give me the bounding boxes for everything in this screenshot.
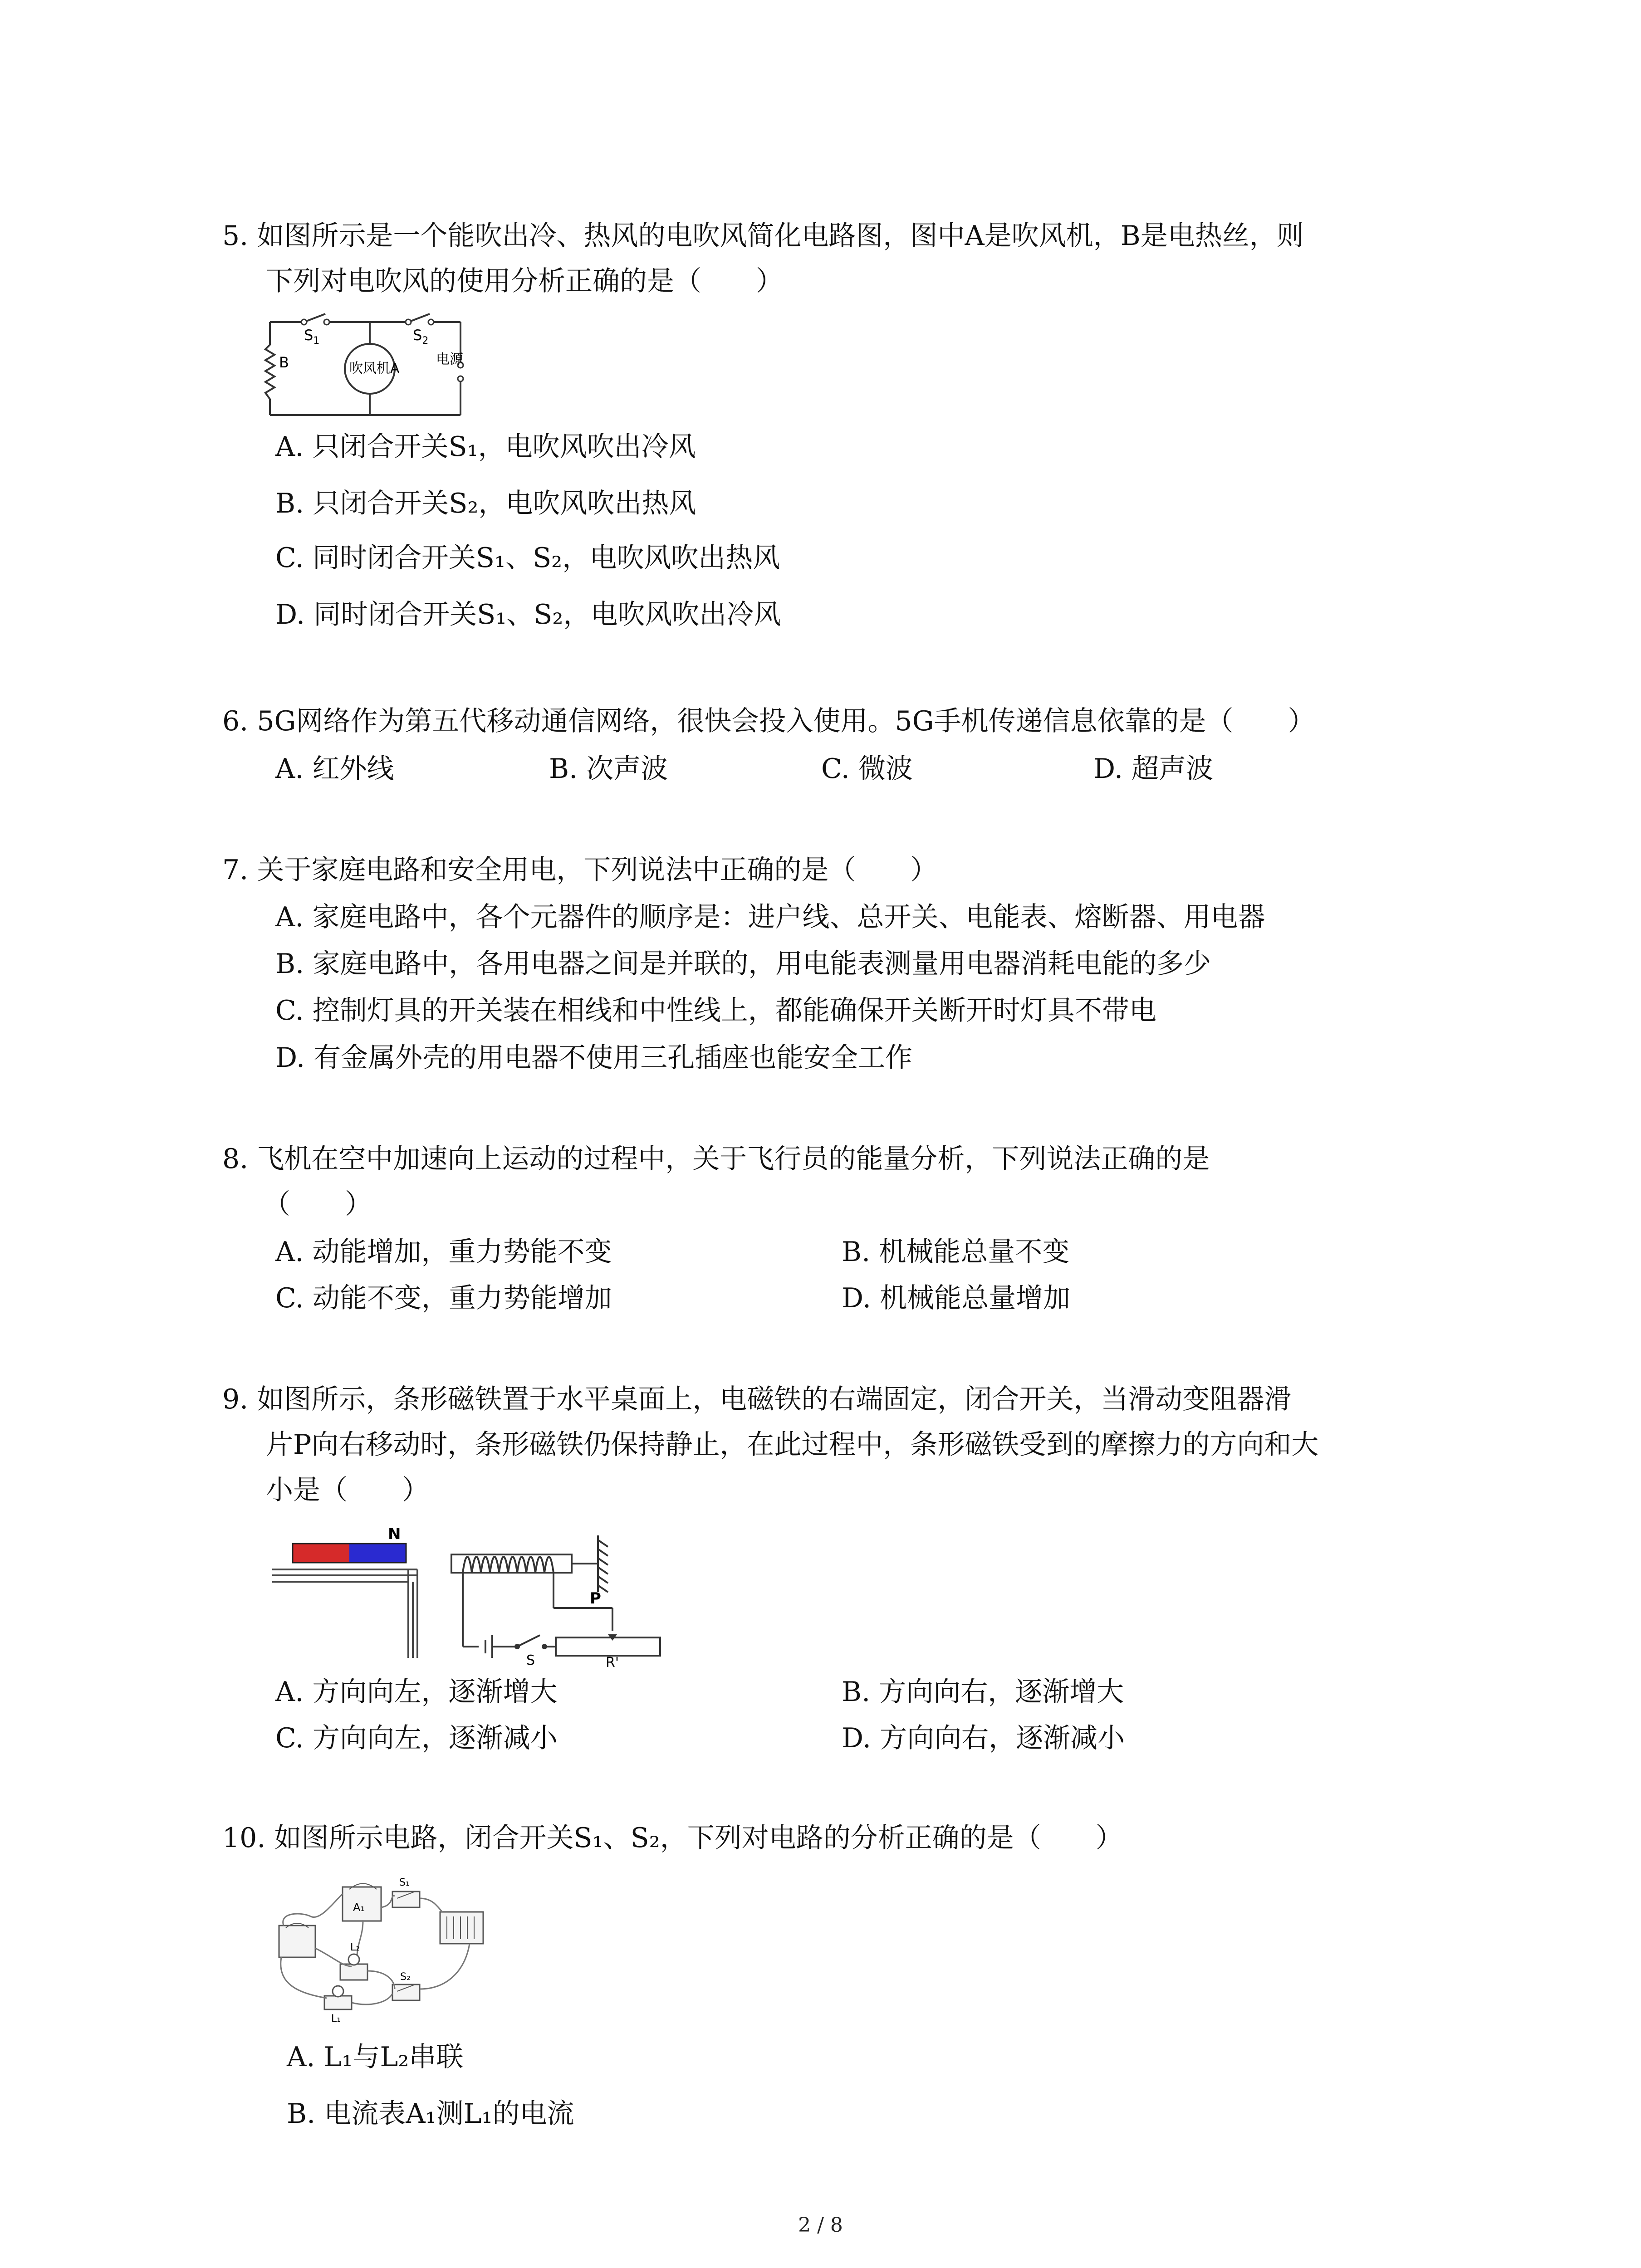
b-label: B [279, 354, 289, 371]
q7-option-c[interactable]: C. 控制灯具的开关装在相线和中性线上，都能确保开关断开时灯具不带电 [275, 995, 1156, 1026]
question-7 [222, 847, 1447, 893]
a1-label: A₁ [353, 1901, 365, 1914]
q5-option-d[interactable]: D. 同时闭合开关S₁、S₂，电吹风吹出冷风 [275, 599, 781, 631]
question-10-stem: 10. 如图所示电路，闭合开关S₁、S₂，下列对电路的分析正确的是（ ） [222, 1822, 1123, 1854]
l1-label: L₁ [331, 2013, 341, 2024]
lamp-l1-base [324, 1996, 352, 2009]
q5-circuit-figure [265, 313, 483, 424]
question-5-stem-line-1: 5. 如图所示是一个能吹出冷、热风的电吹风简化电路图，图中A是吹风机，B是电热丝，则 [222, 220, 1304, 252]
question-9 [222, 1377, 1447, 1513]
q8-option-a[interactable]: A. 动能增加，重力势能不变 [275, 1236, 612, 1268]
s2-label: S₂ [400, 1971, 411, 1983]
page-number: 2 / 8 [798, 2214, 843, 2237]
q8-option-c[interactable]: C. 动能不变，重力势能增加 [275, 1282, 612, 1314]
q7-option-a[interactable]: A. 家庭电路中，各个元器件的顺序是：进户线、总开关、电能表、熔断器、用电器 [275, 901, 1265, 933]
q8-option-b[interactable]: B. 机械能总量不变 [842, 1236, 1070, 1268]
q9-electromagnet-figure [272, 1522, 662, 1671]
q9-option-d[interactable]: D. 方向向右，逐渐减小 [842, 1722, 1125, 1754]
question-5-stem-line-2: 下列对电吹风的使用分析正确的是（ ） [266, 265, 783, 297]
ammeter-left [279, 1926, 315, 1957]
q9-option-c[interactable]: C. 方向向左，逐渐减小 [275, 1722, 558, 1754]
q6-option-b[interactable]: B. 次声波 [549, 753, 668, 785]
q5-option-b[interactable]: B. 只闭合开关S₂，电吹风吹出热风 [275, 488, 696, 519]
question-6 [222, 699, 1447, 744]
question-9-stem-line-1: 9. 如图所示，条形磁铁置于水平桌面上，电磁铁的右端固定，闭合开关，当滑动变阻器滑 [222, 1383, 1292, 1415]
q7-option-d[interactable]: D. 有金属外壳的用电器不使用三孔插座也能安全工作 [275, 1042, 913, 1074]
l2-label: L₂ [350, 1942, 360, 1953]
switch-s2-base [392, 1984, 420, 2000]
q6-option-a[interactable]: A. 红外线 [275, 753, 394, 785]
question-9-stem-line-3: 小是（ ） [266, 1474, 429, 1506]
magnet-n-label: N [388, 1525, 401, 1543]
slider-p-label: P [590, 1589, 601, 1608]
question-8-stem-line-1: 8. 飞机在空中加速向上运动的过程中，关于飞行员的能量分析，下列说法正确的是 [222, 1143, 1210, 1175]
s1-label: S₁ [399, 1877, 410, 1888]
switch-s1-base [392, 1892, 420, 1907]
q9-option-a[interactable]: A. 方向向左，逐渐增大 [275, 1676, 558, 1708]
power-label: 电源 [436, 352, 463, 367]
motor-label: 吹风机A [349, 361, 400, 376]
question-6-stem: 6. 5G网络作为第五代移动通信网络，很快会投入使用。5G手机传递信息依靠的是（ ） [222, 705, 1315, 737]
q10-option-b[interactable]: B. 电流表A₁测L₁的电流 [287, 2098, 574, 2130]
magnet-south-half [293, 1544, 349, 1563]
s1-label: $S_1$ [304, 327, 320, 347]
switch-s-label: S [526, 1652, 535, 1668]
question-9-stem-line-2: 片P向右移动时，条形磁铁仍保持静止，在此过程中，条形磁铁受到的摩擦力的方向和大 [266, 1429, 1319, 1461]
q7-option-b[interactable]: B. 家庭电路中，各用电器之间是并联的，用电能表测量用电器消耗电能的多少 [275, 948, 1211, 980]
q10-circuit-photo-figure [272, 1867, 499, 2030]
magnet-north-half [349, 1544, 406, 1563]
rheostat-label: R' [606, 1655, 619, 1671]
lamp-l2-base [340, 1964, 367, 1980]
q6-option-d[interactable]: D. 超声波 [1093, 753, 1214, 785]
q10-option-a[interactable]: A. L₁与L₂串联 [287, 2041, 464, 2073]
q8-option-d[interactable]: D. 机械能总量增加 [842, 1282, 1071, 1314]
q6-option-c[interactable]: C. 微波 [821, 753, 913, 785]
question-7-stem: 7. 关于家庭电路和安全用电，下列说法中正确的是（ ） [222, 854, 938, 886]
question-10 [222, 1815, 1447, 1861]
question-8 [222, 1136, 1447, 1227]
question-8-stem-line-2: （ ） [263, 1188, 372, 1220]
s2-label: $S_2$ [413, 327, 429, 347]
q5-option-c[interactable]: C. 同时闭合开关S₁、S₂，电吹风吹出热风 [275, 542, 780, 574]
question-5 [222, 213, 1447, 304]
q5-option-a[interactable]: A. 只闭合开关S₁，电吹风吹出冷风 [275, 431, 696, 463]
q9-option-b[interactable]: B. 方向向右，逐渐增大 [842, 1676, 1124, 1708]
